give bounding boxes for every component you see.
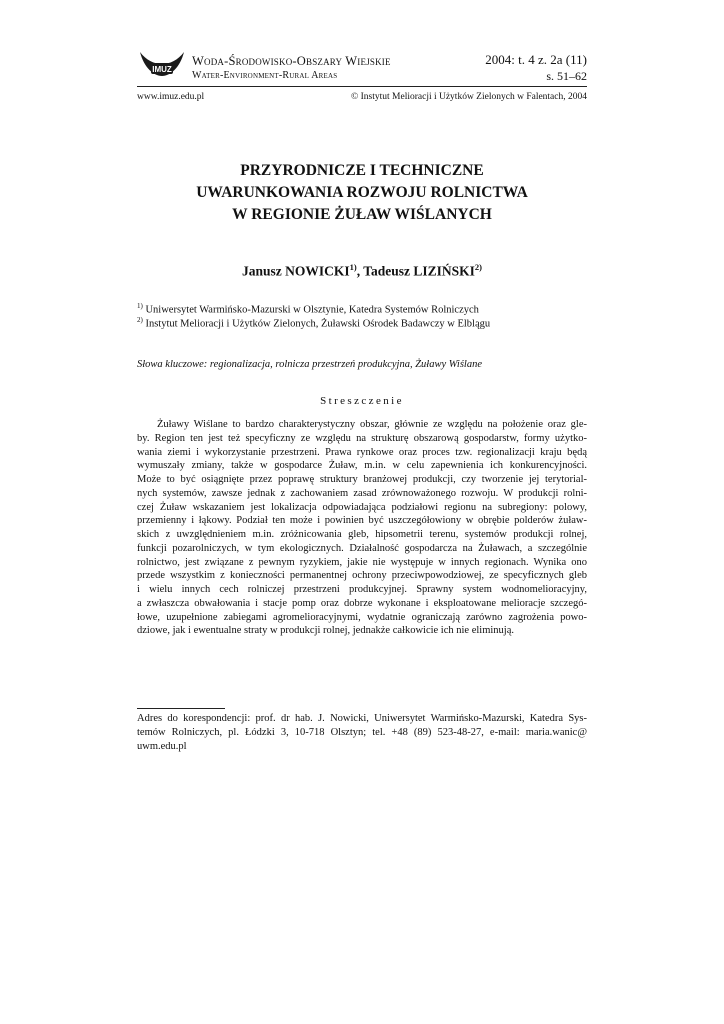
copyright-notice: © Instytut Melioracji i Użytków Zielonych w Falentach, 2004 (351, 92, 587, 102)
abstract-line: nych systemów, zawsze jednak z zachowaniem zasad zrównoważonego rozwoju. W produkcji rolni- (137, 487, 587, 499)
abstract-heading: Streszczenie (320, 395, 404, 407)
abstract-line: skich z uwzględnieniem m.in. zróżnicowania gleb, hipsometrii terenu, systemów produkcji rolnej, (137, 529, 587, 540)
journal-name-pl: Woda-Środowisko-Obszary Wiejskie (192, 54, 391, 68)
journal-url[interactable]: www.imuz.edu.pl (137, 92, 205, 102)
abstract-line: przemienny i łąkowy. Podział ten może i powinien być uszczegółowiony w obrębie polderów żuław- (137, 515, 587, 527)
abstract-line: a zwłaszcza obwałowania i stacje pomp oraz dobrze wykonane i eksploatowane melioracje szczegó- (137, 597, 587, 609)
author-last-name: NOWICKI (285, 263, 350, 279)
author-last-name: LIZIŃSKI (413, 263, 475, 279)
correspondence-line: Adres do korespondencji: prof. dr hab. J. Nowicki, Uniwersytet Warmińsko-Mazurski, Katedra Sys- (137, 713, 587, 724)
abstract-line: rolnictwo, jest związane z pewnym ryzykiem, jakie nie występuje w innych regionach. Wynika ono (137, 556, 587, 568)
title-line: W REGIONIE ŻUŁAW WIŚLANYCH (232, 206, 492, 223)
abstract-line: by. Region ten jest też specyficzny ze względu na strukturę obszarową gospodarstw, formy użytko- (137, 432, 587, 444)
abstract-line: wania ziemi i wykorzystanie przestrzeni. Prawa rynkowe oraz proces tzw. regionalizacji kraju będą (137, 446, 587, 458)
title-line: PRZYRODNICZE I TECHNICZNE (240, 162, 484, 179)
journal-name-en: Water-Environment-Rural Areas (192, 70, 338, 81)
author-first-name: Tadeusz (363, 263, 411, 279)
header-rule (137, 86, 587, 87)
abstract-line: funkcji pozarolniczych, w tym ekologicznych. Działalność gospodarcza na Żuławach, a szczególnie (137, 542, 587, 554)
keywords: Słowa kluczowe: regionalizacja, rolnicza przestrzeń produkcyjna, Żuławy Wiślane (137, 359, 483, 370)
correspondence-line: uwm.edu.pl (137, 741, 187, 752)
page-range: s. 51–62 (546, 69, 587, 83)
abstract-line: dziowe, jak i ewentualne straty w produkcji rolnej, jednakże całkowicie ich nie eliminują. (137, 625, 514, 637)
abstract-line: czej Żuław wskazaniem jest lokalizacja odpowiadająca podziałowi regionu na subregiony: polowy, (137, 501, 587, 513)
affiliation-text: Instytut Melioracji i Użytków Zielonych, Żuławski Ośrodek Badawczy w Elblągu (145, 318, 491, 330)
author-mark: 2) (474, 262, 483, 272)
correspondence-line: temów Rolniczych, pl. Łódzki 3, 10-718 Olsztyn; tel. +48 (89) 523-48-27, e-mail: maria.wanic@ (137, 727, 587, 738)
abstract-body (137, 418, 587, 638)
issue-info: 2004: t. 4 z. 2a (11) (485, 52, 587, 67)
abstract-line: i wielu innych cech rolniczej przestrzeni produkcyjnej. Sprawny system wodnomelioracyjny, (137, 584, 587, 595)
author-first-name: Janusz (241, 263, 282, 279)
footnote-rule (137, 708, 225, 709)
affiliation (137, 316, 490, 330)
title-line: UWARUNKOWANIA ROZWOJU ROLNICTWA (196, 184, 528, 201)
institute-logo (138, 48, 186, 80)
abstract-line: łowe, uzupełnione zabiegami agromelioracyjnymi, wydatnie ograniczają zarówno zagrożenia powo- (137, 611, 587, 623)
abstract-line: wymuszały zmiany, także w gospodarce Żuław, m.in. w celu zapewnienia ich konkurencyjności. (137, 460, 587, 472)
abstract-line: przede wszystkim z konieczności permanentnej ochrony przeciwpowodziowej, ze specyficznych gleb (137, 570, 587, 582)
affiliation (137, 302, 479, 316)
affiliation-text: Uniwersytet Warmińsko-Mazurski w Olsztynie, Katedra Systemów Rolniczych (145, 304, 479, 316)
affiliation-mark: 2) (137, 316, 143, 324)
logo-text: IMUZ (152, 65, 172, 74)
authors: Janusz NOWICKI$^{1)}$, Tadeusz LIZIŃSKI$^{2)}$ (241, 262, 483, 279)
author-mark: 1) (349, 262, 357, 272)
paper-title (137, 160, 587, 226)
abstract-line: Może to być osiągnięte przez poprawę struktury branżowej produkcji, czy tworzenie jej terytorial- (137, 474, 587, 485)
affiliation-mark: 1) (137, 302, 143, 310)
abstract-line: Żuławy Wiślane to bardzo charakterystyczny obszar, głównie ze względu na położenie oraz gle- (157, 419, 587, 430)
correspondence-address (137, 712, 587, 754)
